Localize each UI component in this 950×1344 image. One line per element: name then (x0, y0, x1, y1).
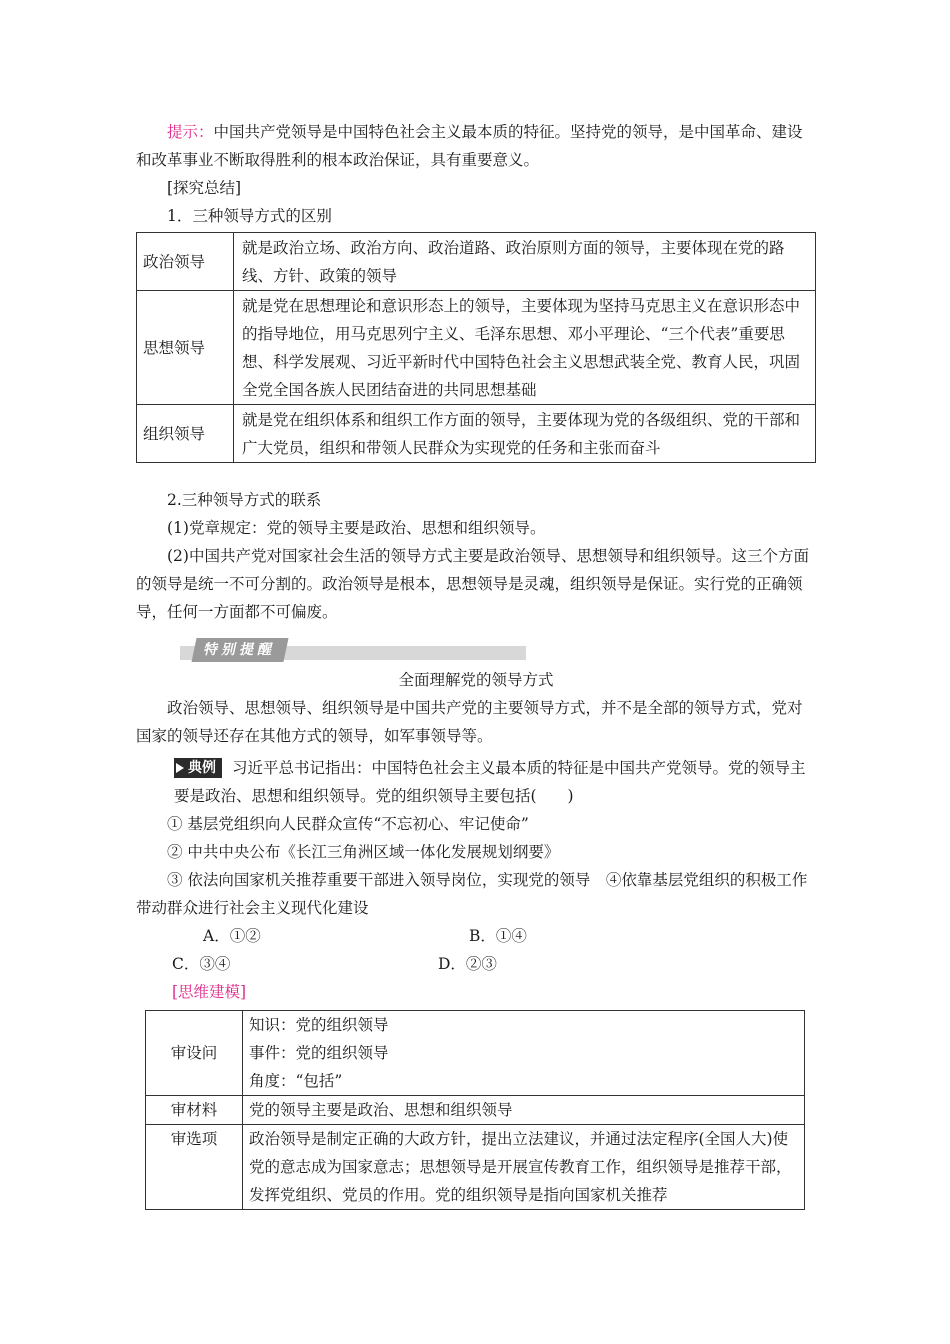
table-cell-text: 政治领导是制定正确的大政方针，提出立法建议，并通过法定程序(全国人大)使党的意志成为国家意志；思想领导是开展宣传教育工作，组织领导是推荐干部，发挥党组织、党员的作用。党的组织领导是指向国家机关推荐 (243, 1125, 805, 1210)
example-question-line (136, 754, 816, 810)
example-item-2: ② 中共中央公布《长江三角洲区域一体化发展规划纲要》 (167, 843, 560, 861)
table-cell-text: 就是党在思想理论和意识形态上的领导，主要体现为坚持马克思主义在意识形态中的指导地位，用马克思列宁主义、毛泽东思想、邓小平理论、“三个代表”重要思想、科学发展观、习近平新时代中国特色社会主义思想武装全党、教育人民，巩固全党全国各族人民团结奋进的共同思想基础 (234, 291, 816, 405)
point-1: (1)党章规定：党的领导主要是政治、思想和组织领导。 (167, 519, 546, 537)
example-question: 习近平总书记指出：中国特色社会主义最本质的特征是中国共产党领导。党的领导主要是政治、思想和组织领导。党的组织领导主要包括( ) (174, 759, 806, 805)
leadership-table (136, 232, 816, 463)
section1-title: 1．三种领导方式的区别 (167, 207, 332, 225)
example-item-3: ③ 依法向国家机关推荐重要干部进入领导岗位，实现党的领导 ④依靠基层党组织的积极工作带动群众进行社会主义现代化建设 (136, 871, 808, 917)
table-line: 角度：“包括” (249, 1072, 343, 1090)
section2-title: 2.三种领导方式的联系 (167, 491, 322, 509)
point-2: (2)中国共产党对国家社会生活的领导方式主要是政治领导、思想领导和组织领导。这三个方面的领导是统一不可分割的。政治领导是根本，思想领导是灵魂，组织领导是保证。实行党的正确领导，任何一方面都不可偏废。 (136, 547, 809, 621)
special-section (136, 666, 816, 750)
table-line: 事件：党的组织领导 (249, 1044, 389, 1062)
option-d: D．②③ (438, 955, 497, 973)
hint-paragraph (136, 118, 816, 230)
table-cell-label: 组织领导 (137, 405, 234, 463)
special-title: 全面理解党的领导方式 (398, 671, 554, 689)
table-row (146, 1011, 805, 1096)
hint-label: 提示： (167, 123, 214, 141)
table-cell-text (243, 1011, 805, 1096)
option-a: A．①② (203, 927, 261, 945)
example-badge: 典例 (174, 758, 222, 778)
table-cell-label: 审材料 (146, 1096, 243, 1125)
option-b: B．①④ (469, 927, 527, 945)
model-title: [思维建模] (172, 983, 247, 1001)
example-item-1: ① 基层党组织向人民群众宣传“不忘初心、牢记使命” (167, 815, 529, 833)
table-row (146, 1125, 805, 1210)
option-c: C．③④ (172, 955, 231, 973)
thinking-model-table (145, 1010, 805, 1210)
example-section (136, 754, 816, 1006)
table-line: 知识：党的组织领导 (249, 1016, 389, 1034)
relation-section (136, 486, 816, 626)
table-row (137, 291, 816, 405)
table-cell-label: 思想领导 (137, 291, 234, 405)
special-reminder-banner (180, 638, 526, 662)
table-row (146, 1096, 805, 1125)
hint-text: 中国共产党领导是中国特色社会主义最本质的特征。坚持党的领导，是中国革命、建设和改革事业不断取得胜利的根本政治保证，具有重要意义。 (136, 123, 803, 169)
table-cell-text: 党的领导主要是政治、思想和组织领导 (243, 1096, 805, 1125)
options-row-1 (136, 922, 816, 950)
table-row (137, 405, 816, 463)
table-cell-label: 政治领导 (137, 233, 234, 291)
banner-label: 特别提醒 (191, 638, 288, 662)
table-cell-text: 就是政治立场、政治方向、政治道路、政治原则方面的领导，主要体现在党的路线、方针、政策的领导 (234, 233, 816, 291)
options-row-2 (136, 950, 816, 978)
table-cell-text: 就是党在组织体系和组织工作方面的领导，主要体现为党的各级组织、党的干部和广大党员，组织和带领人民群众为实现党的任务和主张而奋斗 (234, 405, 816, 463)
explore-summary: [探究总结] (167, 179, 242, 197)
table-cell-label: 审选项 (146, 1125, 243, 1210)
special-text: 政治领导、思想领导、组织领导是中国共产党的主要领导方式，并不是全部的领导方式，党对国家的领导还存在其他方式的领导，如军事领导等。 (136, 699, 803, 745)
table-row (137, 233, 816, 291)
table-cell-label: 审设问 (146, 1011, 243, 1096)
